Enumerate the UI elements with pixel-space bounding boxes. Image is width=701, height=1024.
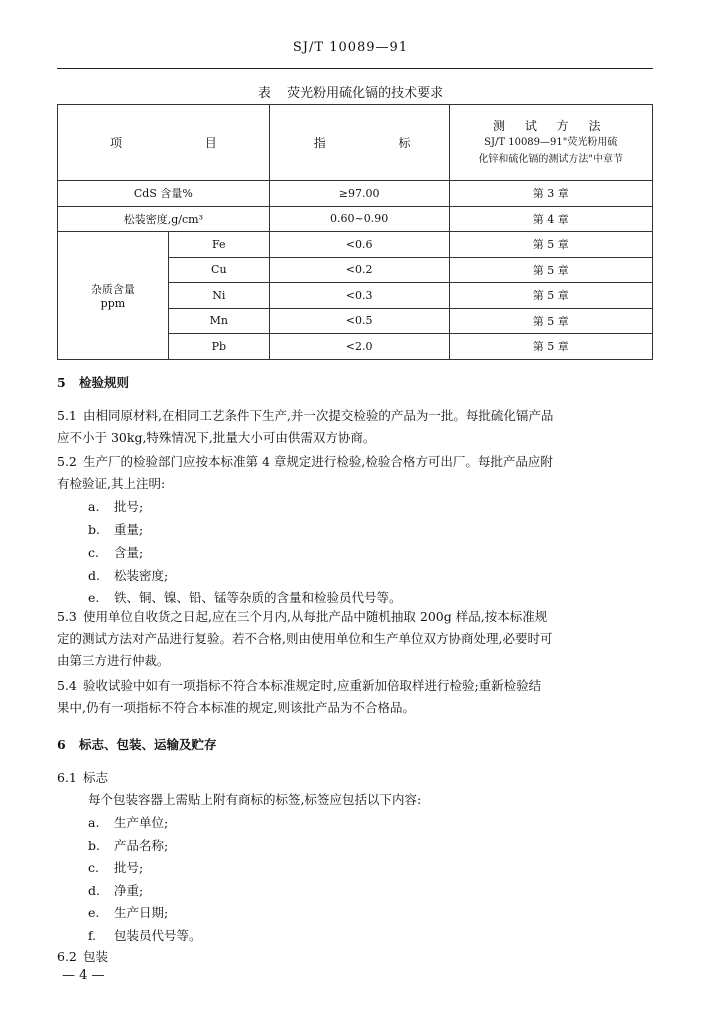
header-item: 项 目 (58, 105, 270, 181)
table-caption (0, 82, 701, 101)
cell-element: Cu (168, 257, 269, 283)
cell-element: Fe (168, 232, 269, 258)
cell-element: Mn (168, 308, 269, 334)
cell-element: Ni (168, 283, 269, 309)
impurity-label: 杂质含量 ppm (58, 232, 169, 360)
header-index: 指 标 (269, 105, 449, 181)
list-item: c. 含量; (88, 545, 144, 560)
cell-method: 第 5 章 (449, 308, 653, 334)
clause-5-2: 5.2 生产厂的检验部门应按本标准第 4 章规定进行检验,检验合格方可出厂。每批产品应附 有检验证,其上注明: (57, 454, 553, 491)
cell-item: CdS 含量% (58, 181, 270, 207)
table-header-row (58, 105, 653, 181)
cell-index: <0.3 (269, 283, 449, 309)
cell-index: <0.6 (269, 232, 449, 258)
cell-method: 第 5 章 (449, 283, 653, 309)
cell-index: <2.0 (269, 334, 449, 360)
clause-6-1-heading: 6.1 标志 (57, 770, 108, 785)
table-row (58, 206, 653, 232)
header-method: 测 试 方 法 SJ/T 10089—91"荧光粉用硫 化锌和硫化镉的测试方法"中章节 (449, 105, 653, 181)
list-item: e. 铁、铜、镍、铅、锰等杂质的含量和检验员代号等。 (88, 590, 402, 605)
standard-number-header: SJ/T 10089—91 (292, 40, 409, 55)
cell-element: Pb (168, 334, 269, 360)
table-row (58, 232, 653, 258)
list-item: a. 批号; (88, 499, 144, 514)
section-6-heading: 6 标志、包装、运输及贮存 (57, 737, 217, 752)
cell-index: 0.60~0.90 (269, 206, 449, 232)
cell-method: 第 3 章 (449, 181, 653, 207)
cell-method: 第 5 章 (449, 334, 653, 360)
cell-index: <0.2 (269, 257, 449, 283)
cell-method: 第 5 章 (449, 257, 653, 283)
header-rule (57, 68, 653, 69)
table-row (58, 181, 653, 207)
page-number: — 4 — (62, 968, 105, 983)
clause-5-3: 5.3 使用单位自收货之日起,应在三个月内,从每批产品中随机抽取 200g 样品,按本标准规 定的测试方法对产品进行复验。若不合格,则由使用单位和生产单位双方协商处理,必要时可 由第三方进行仲裁。 (57, 609, 553, 668)
list-item: b. 重量; (88, 522, 144, 537)
table-caption-title: 荧光粉用硫化镉的技术要求 (287, 86, 444, 101)
clause-5-1: 5.1 由相同原材料,在相同工艺条件下生产,并一次提交检验的产品为一批。每批硫化镉产品 应不小于 30kg,特殊情况下,批量大小可由供需双方协商。 (57, 408, 554, 445)
list-item: e. 生产日期; (88, 905, 169, 920)
cell-index: <0.5 (269, 308, 449, 334)
list-item: d. 松装密度; (88, 568, 169, 583)
cell-item: 松装密度,g/cm³ (58, 206, 270, 232)
cell-method: 第 4 章 (449, 206, 653, 232)
section-5-heading: 5 检验规则 (57, 375, 130, 390)
list-item: c. 批号; (88, 860, 144, 875)
list-item: a. 生产单位; (88, 815, 169, 830)
clause-6-1-intro: 每个包装容器上需贴上附有商标的标签,标签应包括以下内容: (88, 792, 422, 807)
clause-6-2-heading: 6.2 包装 (57, 949, 108, 964)
cell-method: 第 5 章 (449, 232, 653, 258)
cell-index: ≥97.00 (269, 181, 449, 207)
list-item: d. 净重; (88, 883, 144, 898)
list-item: f. 包装员代号等。 (88, 928, 202, 943)
table-caption-prefix: 表 (257, 86, 271, 101)
list-item: b. 产品名称; (88, 838, 169, 853)
clause-5-4: 5.4 验收试验中如有一项指标不符合本标准规定时,应重新加倍取样进行检验;重新检验结 果中,仍有一项指标不符合本标准的规定,则该批产品为不合格品。 (57, 678, 542, 715)
spec-table (57, 104, 653, 360)
